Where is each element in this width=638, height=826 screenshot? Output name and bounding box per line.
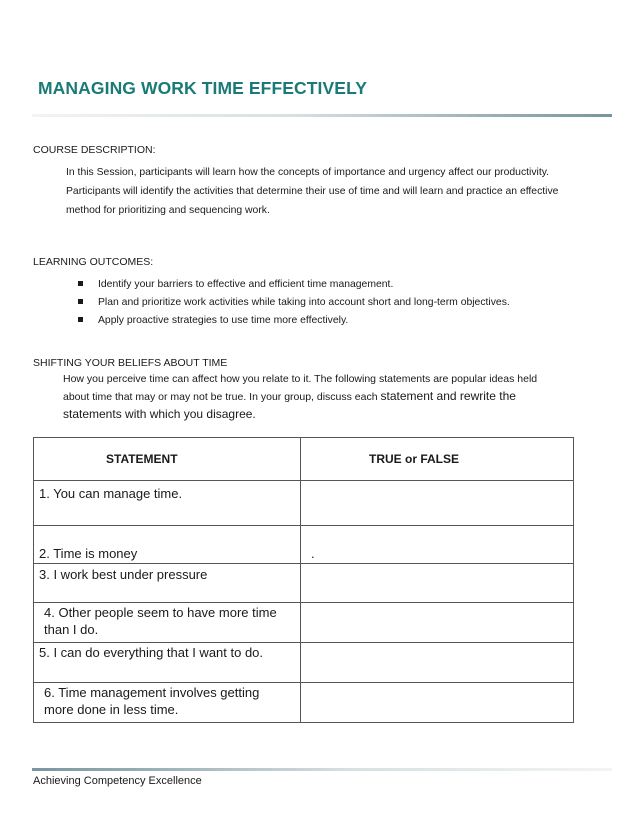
beliefs-heading: SHIFTING YOUR BELIEFS ABOUT TIME: [33, 357, 228, 369]
statement-cell: 5. I can do everything that I want to do.: [34, 643, 301, 683]
statement-cell: 2. Time is money: [34, 526, 301, 564]
course-description-text: In this Session, participants will learn how the concepts of importance and urgency affect our productivity. Participants will identify the activities that determine their use of time and will learn and practice an effective method for prioritizing and sequencing work.: [66, 167, 559, 216]
table-row: [34, 526, 574, 564]
bullet-icon: [78, 281, 83, 286]
learning-outcomes-list: [78, 278, 548, 332]
bullet-icon: [78, 299, 83, 304]
answer-cell[interactable]: [301, 643, 574, 683]
column-header-statement: STATEMENT: [34, 438, 301, 481]
beliefs-text-last: statement and rewrite the statements with which you disagree.: [63, 389, 516, 421]
table-row: [34, 603, 574, 643]
answer-cell[interactable]: .: [301, 526, 574, 564]
table-row: [34, 564, 574, 603]
answer-cell[interactable]: [301, 603, 574, 643]
answer-cell[interactable]: [301, 481, 574, 526]
page-title: MANAGING WORK TIME EFFECTIVELY: [38, 78, 368, 98]
table-row: [34, 683, 574, 723]
bullet-icon: [78, 317, 83, 322]
course-description-heading: COURSE DESCRIPTION:: [33, 144, 156, 156]
statement-cell: 4. Other people seem to have more time than I do.: [34, 603, 301, 643]
outcome-text: Apply proactive strategies to use time more effectively.: [98, 315, 349, 326]
statements-table: [33, 437, 574, 723]
beliefs-text: [63, 371, 563, 424]
table-row: [34, 643, 574, 683]
statement-cell: 1. You can manage time.: [34, 481, 301, 526]
list-item: [78, 296, 548, 309]
column-header-true-false: TRUE or FALSE: [301, 438, 574, 481]
statement-cell: 6. Time management involves getting more done in less time.: [34, 683, 301, 723]
outcome-text: Plan and prioritize work activities while taking into account short and long-term objectives.: [98, 297, 510, 308]
answer-cell[interactable]: [301, 683, 574, 723]
statement-cell: 3. I work best under pressure: [34, 564, 301, 603]
learning-outcomes-heading: LEARNING OUTCOMES:: [33, 256, 154, 268]
list-item: [78, 314, 548, 327]
title-divider: [32, 114, 612, 117]
beliefs-text-body: How you perceive time can affect how you relate to it. The following statements are popular ideas held about time that may or may not be true. In your group, discuss each: [63, 373, 538, 403]
outcome-text: Identify your barriers to effective and efficient time management.: [98, 279, 394, 290]
table-row: [34, 481, 574, 526]
table-header-row: [34, 438, 574, 481]
list-item: [78, 278, 548, 291]
footer-divider: [32, 768, 612, 771]
footer-text: Achieving Competency Excellence: [33, 775, 202, 787]
answer-cell[interactable]: [301, 564, 574, 603]
